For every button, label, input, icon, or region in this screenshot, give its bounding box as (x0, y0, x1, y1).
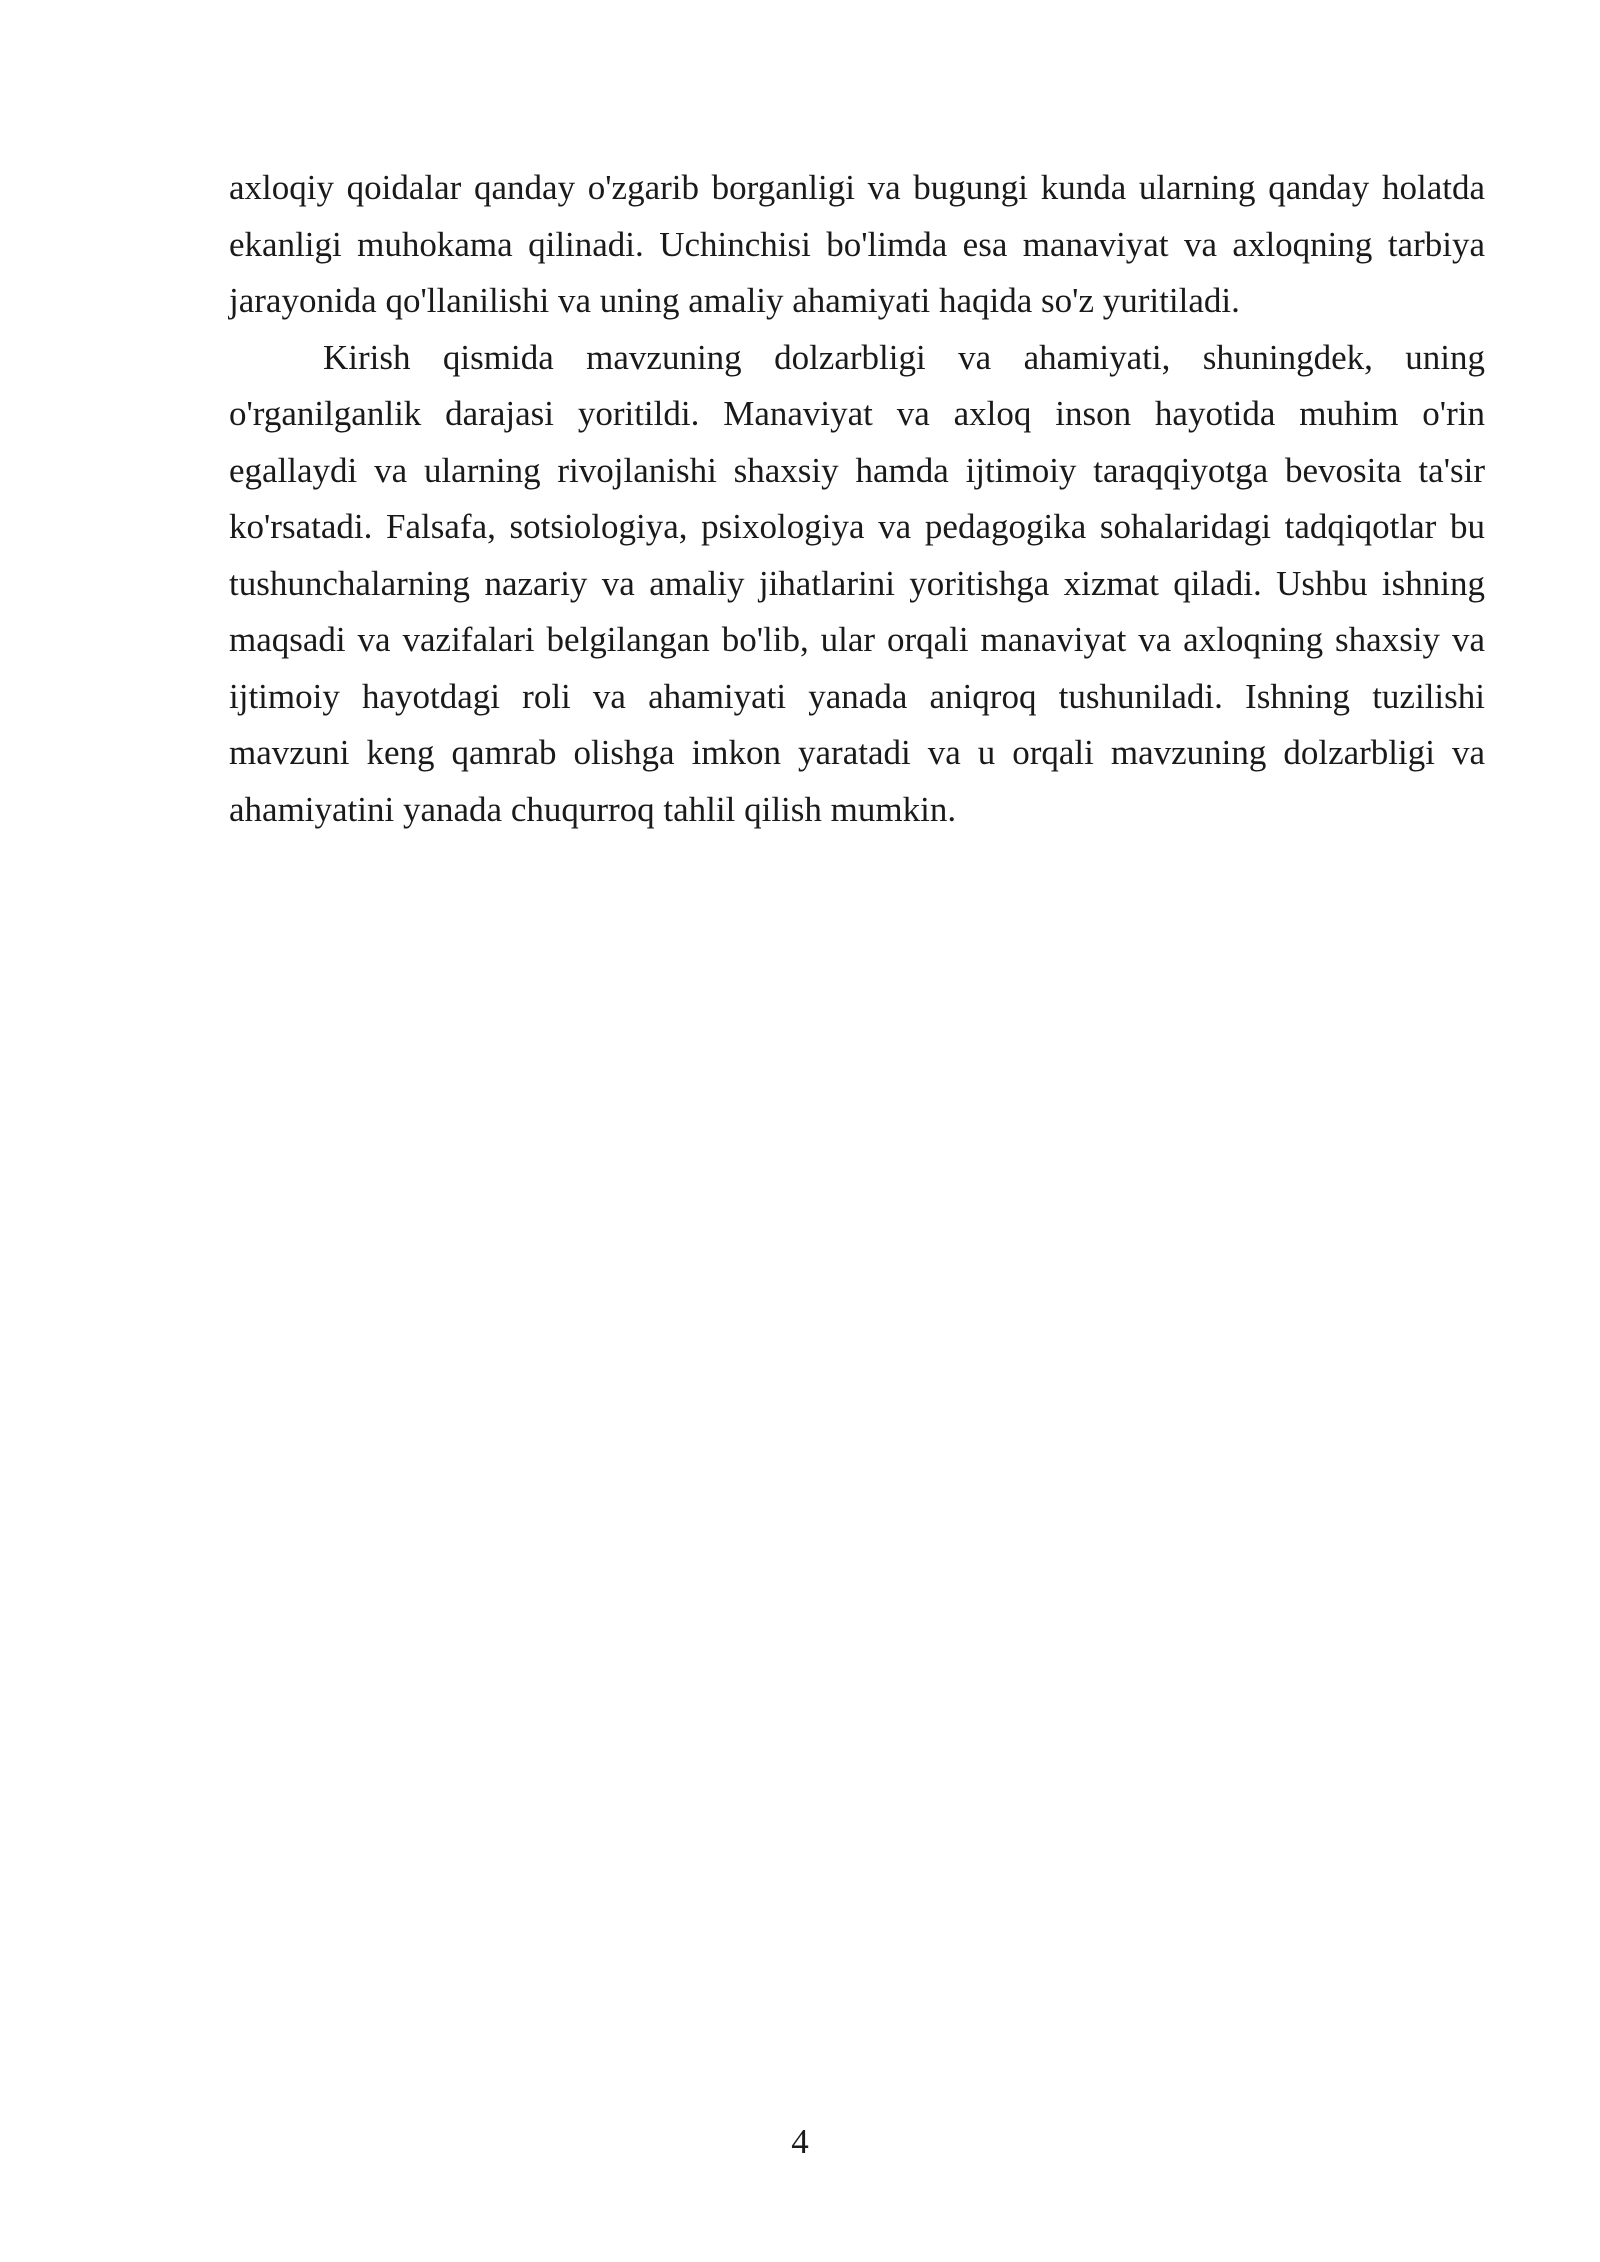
body-text (229, 160, 1485, 838)
page-number: 4 (791, 2122, 809, 2161)
paragraph-introduction-summary: Kirish qismida mavzuning dolzarbligi va ahamiyati, shuningdek, uning o'rganilganlik darajasi yoritildi. Manaviyat va axloq inson hayotida muhim o'rin egallaydi va ularning rivojlanishi shaxsiy hamda ijtimoiy taraqqiyotga bevosita ta'sir ko'rsatadi. Falsafa, sotsiologiya, psixologiya va pedagogika sohalaridagi tadqiqotlar bu tushunchalarning nazariy va amaliy jihatlarini yoritishga xizmat qiladi. Ushbu ishning maqsadi va vazifalari belgilangan bo'lib, ular orqali manaviyat va axloqning shaxsiy va ijtimoiy hayotdagi roli va ahamiyati yanada aniqroq tushuniladi. Ishning tuzilishi mavzuni keng qamrab olishga imkon yaratadi va u orqali mavzuning dolzarbligi va ahamiyatini yanada chuqurroq tahlil qilish mumkin. (229, 337, 1485, 829)
paragraph-continuation: axloqiy qoidalar qanday o'zgarib borganligi va bugungi kunda ularning qanday holatda ekanligi muhokama qilinadi. Uchinchisi bo'limda esa manaviyat va axloqning tarbiya jarayonida qo'llanilishi va uning amaliy ahamiyati haqida so'z yuritiladi. (229, 168, 1485, 320)
